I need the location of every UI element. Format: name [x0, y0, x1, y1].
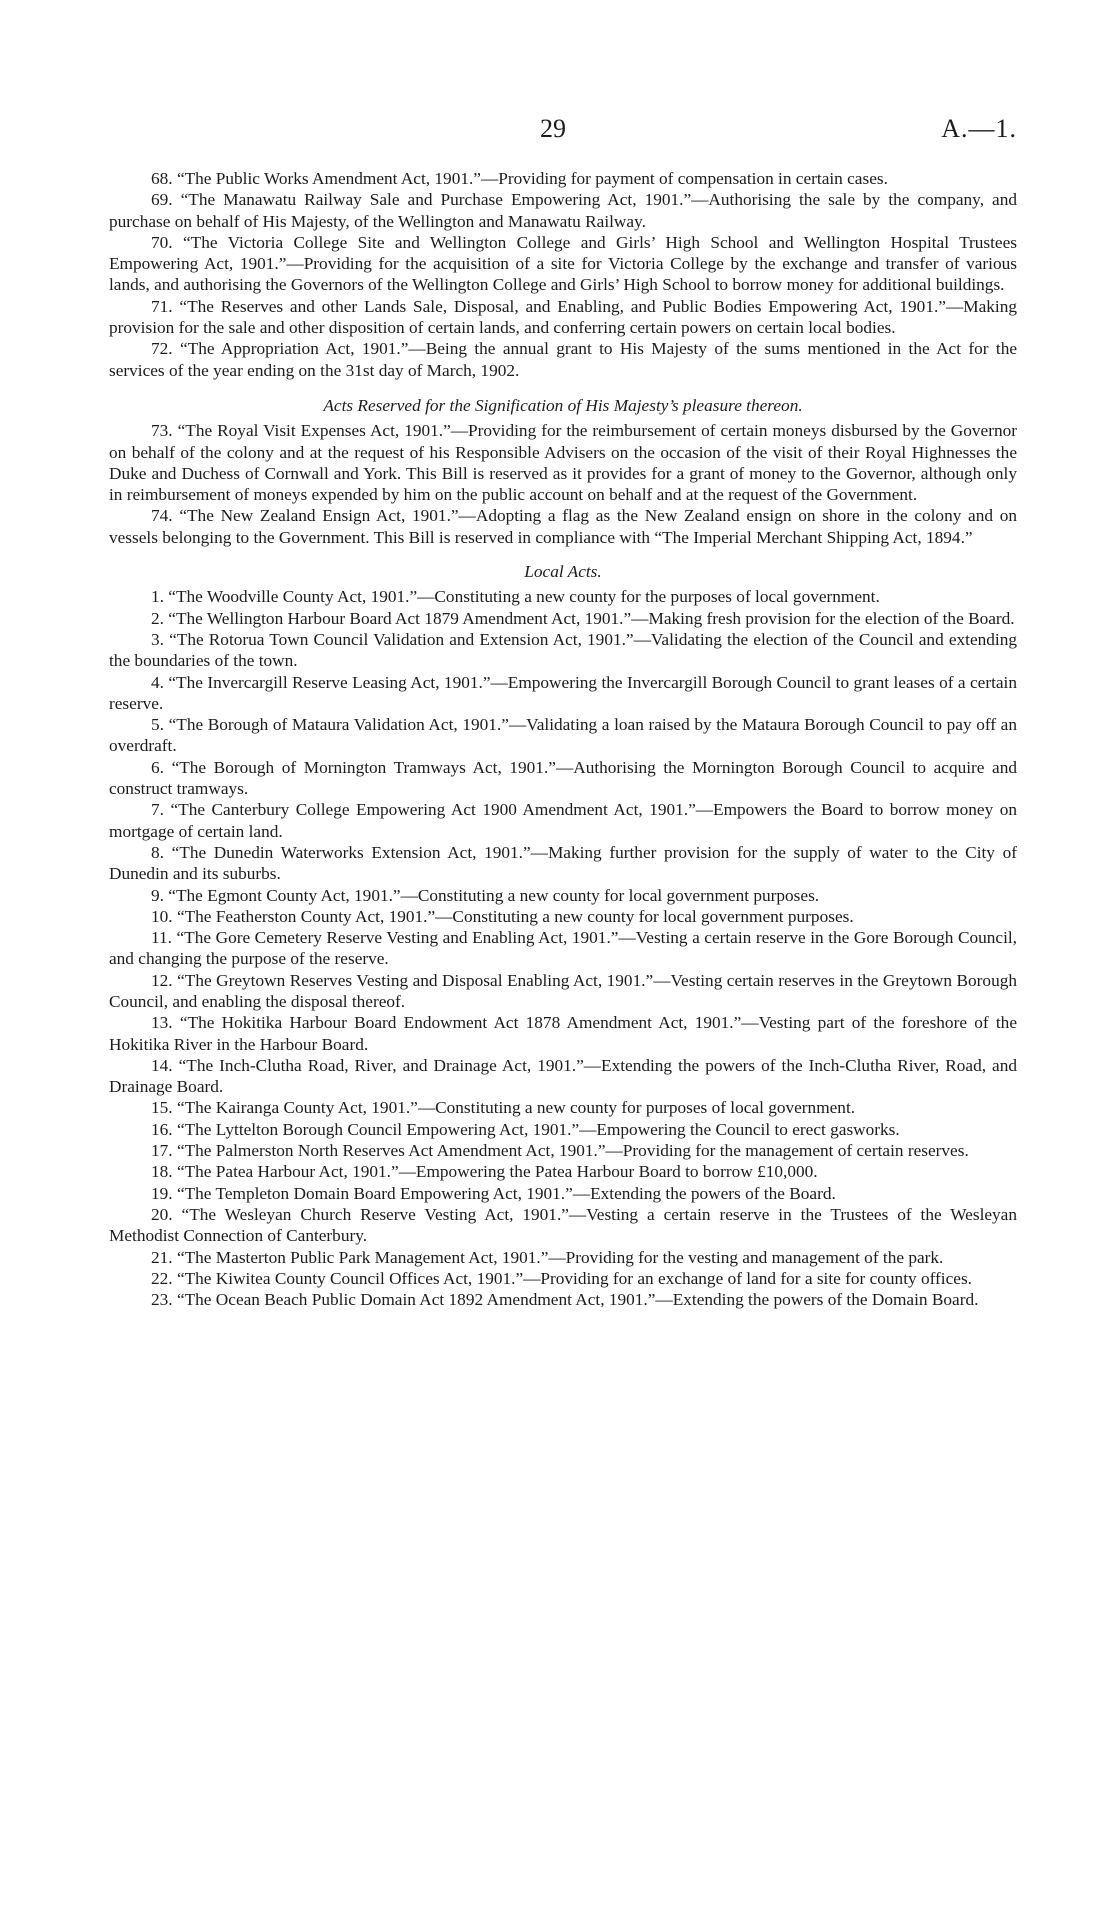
act-entry — [109, 232, 1017, 296]
act-number: 13. — [151, 1013, 173, 1033]
act-entry — [109, 757, 1017, 800]
act-entry — [109, 296, 1017, 339]
act-description: “The Gore Cemetery Reserve Vesting and Enabling Act, 1901.”—Vesting a certain reserve in the Gore Borough Council, and changing the purpose of the reserve. — [109, 928, 1017, 969]
act-number: 10. — [151, 906, 173, 926]
act-description: “The Wellington Harbour Board Act 1879 Amendment Act, 1901.”—Making fresh provision for the election of the Board. — [168, 608, 1015, 628]
local-acts-list — [109, 586, 1017, 1310]
act-description: “The Woodville County Act, 1901.”—Constituting a new county for the purposes of local government. — [168, 587, 880, 607]
act-entry — [109, 927, 1017, 970]
act-entry — [109, 1289, 1017, 1310]
act-entry — [109, 1247, 1017, 1268]
act-number: 68. — [151, 169, 173, 188]
act-entry — [109, 799, 1017, 842]
act-entry — [109, 1204, 1017, 1247]
page-header — [0, 114, 1114, 148]
act-entry — [109, 420, 1017, 505]
act-entry — [109, 586, 1017, 607]
reserved-acts-heading: Acts Reserved for the Signification of His Majesty’s pleasure thereon. — [323, 395, 803, 415]
act-description: “The Greytown Reserves Vesting and Disposal Enabling Act, 1901.”—Vesting certain reserves in the Greytown Borough Council, and enabling the disposal thereof. — [109, 970, 1017, 1011]
act-number: 1. — [151, 587, 164, 607]
act-number: 14. — [151, 1055, 173, 1075]
act-number: 20. — [151, 1204, 173, 1224]
act-entry — [109, 1140, 1017, 1161]
act-number: 17. — [151, 1141, 173, 1161]
act-description: “The Featherston County Act, 1901.”—Constituting a new county for local government purposes. — [176, 906, 854, 926]
act-number: 16. — [151, 1119, 173, 1139]
act-description: “The Canterbury College Empowering Act 1900 Amendment Act, 1901.”—Empowers the Board to borrow money on mortgage of certain land. — [109, 800, 1017, 841]
act-description: “The Dunedin Waterworks Extension Act, 1901.”—Making further provision for the supply of water to the City of Dunedin and its suburbs. — [109, 842, 1017, 884]
act-number: 5. — [151, 715, 164, 735]
act-number: 18. — [151, 1162, 173, 1182]
act-number: 70. — [151, 232, 173, 252]
act-entry — [109, 505, 1017, 548]
page-body — [109, 168, 1017, 1310]
act-number: 9. — [151, 885, 164, 905]
act-number: 74. — [151, 506, 173, 526]
act-description: “The Victoria College Site and Wellington College and Girls’ High School and Wellington Hospital Trustees Empowering Act, 1901.”—Providing for the acquisition of a site for Victoria College by the exchange and transfer of various lands, and authorising the Governors of the Wellington College and Girls’ High School to borrow money for additional buildings. — [109, 232, 1018, 295]
act-description: “The Borough of Mornington Tramways Act, 1901.”—Authorising the Mornington Borough Council to acquire and construct tramways. — [109, 757, 1017, 799]
act-number: 19. — [151, 1183, 173, 1203]
act-description: “The Hokitika Harbour Board Endowment Act 1878 Amendment Act, 1901.”—Vesting part of the foreshore of the Hokitika River in the Harbour Board. — [109, 1013, 1017, 1054]
act-description: “The Reserves and other Lands Sale, Disposal, and Enabling, and Public Bodies Empowering Act, 1901.”—Making provision for the sale and other disposition of certain lands, and conferring certain powers on certain local bodies. — [109, 296, 1017, 338]
act-entry — [109, 338, 1017, 381]
act-number: 22. — [151, 1268, 173, 1288]
act-entry — [109, 629, 1017, 672]
act-number: 21. — [151, 1247, 173, 1267]
act-description: “The Lyttelton Borough Council Empowering Act, 1901.”—Empowering the Council to erect gasworks. — [176, 1119, 900, 1139]
act-entry — [109, 189, 1017, 232]
act-entry — [109, 1183, 1017, 1204]
act-description: “The Public Works Amendment Act, 1901.”—Providing for payment of compensation in certain cases. — [176, 169, 888, 188]
act-number: 11. — [151, 928, 172, 948]
act-entry — [109, 970, 1017, 1013]
act-description: “The New Zealand Ensign Act, 1901.”—Adopting a flag as the New Zealand ensign on shore in the colony and on vessels belonging to the Government. This Bill is reserved in compliance with “The Imperial Merchant Shipping Act, 1894.” — [109, 506, 1017, 547]
act-description: “The Masterton Public Park Management Act, 1901.”—Providing for the vesting and management of the park. — [176, 1247, 944, 1267]
act-number: 6. — [151, 757, 164, 777]
act-entry — [109, 1268, 1017, 1289]
act-number: 12. — [151, 970, 173, 990]
act-description: “The Inch-Clutha Road, River, and Drainage Act, 1901.”—Extending the powers of the Inch-Clutha River, Road, and Drainage Board. — [109, 1055, 1017, 1097]
act-description: “The Invercargill Reserve Leasing Act, 1901.”—Empowering the Invercargill Borough Council to grant leases of a certain reserve. — [109, 672, 1017, 713]
act-description: “The Borough of Mataura Validation Act, 1901.”—Validating a loan raised by the Mataura Borough Council to pay off an overdraft. — [109, 715, 1017, 756]
act-description: “The Ocean Beach Public Domain Act 1892 Amendment Act, 1901.”—Extending the powers of the Domain Board. — [176, 1290, 979, 1310]
act-entry — [109, 1055, 1017, 1098]
act-number: 8. — [151, 842, 164, 862]
act-number: 3. — [151, 629, 164, 649]
page-number: 29 — [540, 114, 566, 143]
document-reference: A.—1. — [941, 114, 1017, 143]
act-entry — [109, 842, 1017, 885]
act-number: 69. — [151, 190, 173, 210]
act-description: “The Kairanga County Act, 1901.”—Constituting a new county for purposes of local government. — [176, 1098, 856, 1118]
act-number: 72. — [151, 339, 173, 359]
act-description: “The Patea Harbour Act, 1901.”—Empowering the Patea Harbour Board to borrow £10,000. — [176, 1162, 818, 1182]
act-description: “The Palmerston North Reserves Act Amendment Act, 1901.”—Providing for the management of certain reserves. — [176, 1141, 969, 1161]
act-number: 15. — [151, 1098, 173, 1118]
act-description: “The Manawatu Railway Sale and Purchase Empowering Act, 1901.”—Authorising the sale by the company, and purchase on behalf of His Majesty, of the Wellington and Manawatu Railway. — [109, 190, 1017, 231]
act-description: “The Kiwitea County Council Offices Act, 1901.”—Providing for an exchange of land for a site for county offices. — [176, 1268, 972, 1288]
act-number: 73. — [151, 421, 173, 441]
act-entry — [109, 608, 1017, 629]
act-entry — [109, 1161, 1017, 1182]
act-description: “The Egmont County Act, 1901.”—Constituting a new county for local government purposes. — [168, 885, 820, 905]
act-entry — [109, 1012, 1017, 1055]
reserved-acts-list — [109, 420, 1017, 548]
act-number: 71. — [151, 296, 173, 316]
act-entry — [109, 1119, 1017, 1140]
local-acts-heading: Local Acts. — [524, 562, 602, 582]
act-entry — [109, 1097, 1017, 1118]
act-number: 23. — [151, 1290, 173, 1310]
act-number: 4. — [151, 672, 164, 692]
act-entry — [109, 168, 1017, 189]
act-entry — [109, 714, 1017, 757]
act-description: “The Rotorua Town Council Validation and Extension Act, 1901.”—Validating the election of the Council and extending the boundaries of the town. — [109, 629, 1017, 671]
act-description: “The Royal Visit Expenses Act, 1901.”—Providing for the reimbursement of certain moneys disbursed by the Governor on behalf of the colony and at the request of his Responsible Advisers on the occasion of the visit of their Royal Highnesses the Duke and Duchess of Cornwall and York. This Bill is reserved as it provides for a grant of money to the Governor, although only in reimbursement of moneys expended by him on the public account on behalf and at the request of the Government. — [109, 421, 1018, 505]
general-acts-list — [109, 168, 1017, 381]
act-entry — [109, 906, 1017, 927]
act-number: 2. — [151, 608, 164, 628]
act-entry — [109, 672, 1017, 715]
act-description: “The Wesleyan Church Reserve Vesting Act, 1901.”—Vesting a certain reserve in the Trustees of the Wesleyan Methodist Connection of Canterbury. — [109, 1204, 1017, 1246]
act-number: 7. — [151, 800, 164, 820]
act-entry — [109, 885, 1017, 906]
act-description: “The Templeton Domain Board Empowering Act, 1901.”—Extending the powers of the Board. — [176, 1183, 836, 1203]
act-description: “The Appropriation Act, 1901.”—Being the annual grant to His Majesty of the sums mentioned in the Act for the services of the year ending on the 31st day of March, 1902. — [109, 339, 1018, 380]
